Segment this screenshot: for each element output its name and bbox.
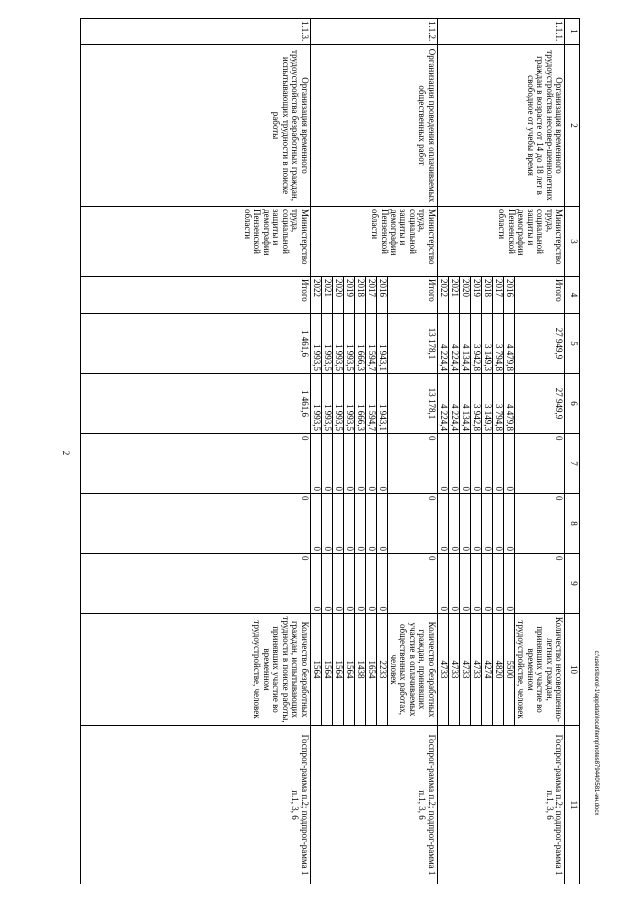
value: 1 993,5: [321, 374, 332, 434]
year: 2021: [448, 277, 459, 314]
year: 2020: [332, 277, 343, 314]
value: 4733: [448, 614, 459, 726]
value: 0: [448, 434, 459, 494]
value: 1564: [343, 614, 354, 726]
value: 0: [310, 494, 321, 554]
value: 0: [492, 434, 503, 494]
total-value: 13 178,1: [387, 314, 437, 374]
value: 0: [365, 554, 376, 614]
value: 0: [459, 554, 470, 614]
value: 1 993,5: [310, 314, 321, 374]
year: 2017: [365, 277, 376, 314]
value: 0: [437, 494, 448, 554]
value: 0: [481, 494, 492, 554]
row-number: 1.1.2.: [310, 19, 437, 45]
value: 0: [332, 494, 343, 554]
year: 2022: [310, 277, 321, 314]
value: 0: [470, 434, 481, 494]
executor: Министерство труда, социальной защиты и демографии Пензенской области: [81, 207, 311, 277]
total-value: 0: [81, 434, 311, 494]
year: 2018: [354, 277, 365, 314]
total-value: 27 949,9: [514, 374, 564, 434]
total-value: 13 178,1: [387, 374, 437, 434]
value: 0: [310, 554, 321, 614]
value: 1 594,7: [365, 314, 376, 374]
total-value: 1 461,6: [81, 374, 311, 434]
value: 1 943,1: [376, 374, 387, 434]
value: 0: [459, 434, 470, 494]
value: 0: [503, 554, 514, 614]
value: 0: [354, 434, 365, 494]
value: 1564: [321, 614, 332, 726]
value: 4 224,4: [437, 314, 448, 374]
value: 1 666,3: [354, 374, 365, 434]
value: 4 134,4: [459, 374, 470, 434]
col-header: 10: [565, 614, 580, 726]
indicator: Количество несовершенно-летних граждан, принявших участие во временном трудоустройстве, человек: [514, 614, 564, 726]
total-value: 0: [514, 554, 564, 614]
value: 4733: [459, 614, 470, 726]
col-header: 7: [565, 434, 580, 494]
value: 0: [343, 494, 354, 554]
value: 0: [354, 494, 365, 554]
row-number: 1.1.1.: [437, 19, 564, 45]
value: 1564: [332, 614, 343, 726]
value: 0: [448, 554, 459, 614]
value: 0: [365, 494, 376, 554]
source: Госпрог-рамма п.2; подпрог-рамма 1 п.1, 3, 6: [81, 726, 311, 885]
col-header: 9: [565, 554, 580, 614]
value: 0: [492, 554, 503, 614]
col-header: 1: [565, 19, 580, 45]
activity-name: Организация временного трудоустройства несовер-шеннолетних граждан в возрасте от 14 до 18 лет в свободное от учебы время: [437, 45, 564, 207]
value: 4733: [437, 614, 448, 726]
value: 0: [503, 494, 514, 554]
value: 5500: [503, 614, 514, 726]
value: 1438: [354, 614, 365, 726]
total-value: 0: [81, 494, 311, 554]
value: 0: [354, 554, 365, 614]
total-value: 27 949,9: [514, 314, 564, 374]
col-header: 8: [565, 494, 580, 554]
value: 0: [448, 494, 459, 554]
col-header: 4: [565, 277, 580, 314]
value: 4 224,4: [448, 374, 459, 434]
col-header: 2: [565, 45, 580, 207]
year: 2016: [376, 277, 387, 314]
value: 3 149,3: [481, 314, 492, 374]
value: 0: [492, 494, 503, 554]
value: 0: [343, 554, 354, 614]
value: 0: [437, 554, 448, 614]
total-label: Итого: [514, 277, 564, 314]
page-number: 2: [61, 450, 71, 456]
value: 1 993,5: [343, 374, 354, 434]
value: 1 594,7: [365, 374, 376, 434]
total-value: 1 461,6: [81, 314, 311, 374]
row-number: 1.1.3.: [81, 19, 311, 45]
value: 3 942,8: [470, 374, 481, 434]
year: 2017: [492, 277, 503, 314]
value: 3 942,8: [470, 314, 481, 374]
year: 2022: [437, 277, 448, 314]
value: 1 666,3: [354, 314, 365, 374]
value: 0: [332, 554, 343, 614]
value: 2233: [376, 614, 387, 726]
value: 1 993,5: [343, 314, 354, 374]
executor: Министерство труда, социальной защиты и демографии Пензенской области: [310, 207, 437, 277]
value: 4 479,8: [503, 374, 514, 434]
value: 1 993,5: [321, 314, 332, 374]
value: 0: [470, 494, 481, 554]
value: 4274: [481, 614, 492, 726]
value: 3 794,8: [492, 374, 503, 434]
total-label: Итого: [387, 277, 437, 314]
value: 0: [459, 494, 470, 554]
value: 0: [376, 494, 387, 554]
table-row: [514, 19, 564, 885]
value: 0: [332, 434, 343, 494]
total-value: 0: [514, 434, 564, 494]
col-header: 5: [565, 314, 580, 374]
activity-name: Организация проведения оплачиваемых общественных работ: [310, 45, 437, 207]
total-value: 0: [387, 554, 437, 614]
value: 0: [343, 434, 354, 494]
value: 4 479,8: [503, 314, 514, 374]
activity-name: Организация временного трудоустройства безработных граждан, испытывающих трудности в поиске работы: [81, 45, 311, 207]
year: 2018: [481, 277, 492, 314]
total-value: 0: [81, 554, 311, 614]
col-header: 11: [565, 726, 580, 885]
value: 1 993,5: [332, 374, 343, 434]
year: 2019: [470, 277, 481, 314]
total-value: 0: [387, 494, 437, 554]
footer-file-path: c:\users\borol-1\appdata\local\temp\notes879440\581-ин.docx: [593, 650, 599, 816]
value: 0: [481, 434, 492, 494]
value: 1 993,5: [310, 374, 321, 434]
rotated-table: [80, 18, 580, 884]
value: 1 943,1: [376, 314, 387, 374]
value: 1654: [365, 614, 376, 726]
total-value: 0: [514, 494, 564, 554]
total-label: Итого: [81, 277, 311, 314]
value: 4733: [470, 614, 481, 726]
value: 3 149,3: [481, 374, 492, 434]
value: 1 993,5: [332, 314, 343, 374]
value: 0: [376, 434, 387, 494]
value: 3 794,8: [492, 314, 503, 374]
value: 0: [310, 434, 321, 494]
year: 2016: [503, 277, 514, 314]
year: 2021: [321, 277, 332, 314]
value: 0: [321, 554, 332, 614]
executor: Министерство труда, социальной защиты и демографии Пензенской области: [437, 207, 564, 277]
value: 0: [481, 554, 492, 614]
value: 0: [503, 434, 514, 494]
column-number-row: [565, 19, 580, 885]
value: 4820: [492, 614, 503, 726]
source: Госпрог-рамма п.2; подпрог-рамма 1 п.1, 3, 6: [437, 726, 564, 885]
value: 0: [321, 434, 332, 494]
value: 0: [321, 494, 332, 554]
indicator: Количество безработных граждан, испытывающих трудности в поиске работы, принявших участие во временном трудоустройстве, человек: [81, 614, 311, 726]
year: 2020: [459, 277, 470, 314]
source: Госпрог-рамма п.2; подпрог-рамма 1 п.1, 3, 6: [310, 726, 437, 885]
value: 0: [365, 434, 376, 494]
table-row: [81, 19, 311, 885]
program-table: [80, 18, 580, 884]
col-header: 3: [565, 207, 580, 277]
value: 1564: [310, 614, 321, 726]
table-container: [80, 18, 580, 884]
value: 0: [376, 554, 387, 614]
year: 2019: [343, 277, 354, 314]
table-row: [387, 19, 437, 885]
value: 4 224,4: [437, 374, 448, 434]
value: 0: [470, 554, 481, 614]
value: 0: [437, 434, 448, 494]
total-value: 0: [387, 434, 437, 494]
indicator: Количество безработных граждан, принявших участие в оплачиваемых общественных работах, человек: [387, 614, 437, 726]
value: 4 224,4: [448, 314, 459, 374]
col-header: 6: [565, 374, 580, 434]
value: 4 134,4: [459, 314, 470, 374]
